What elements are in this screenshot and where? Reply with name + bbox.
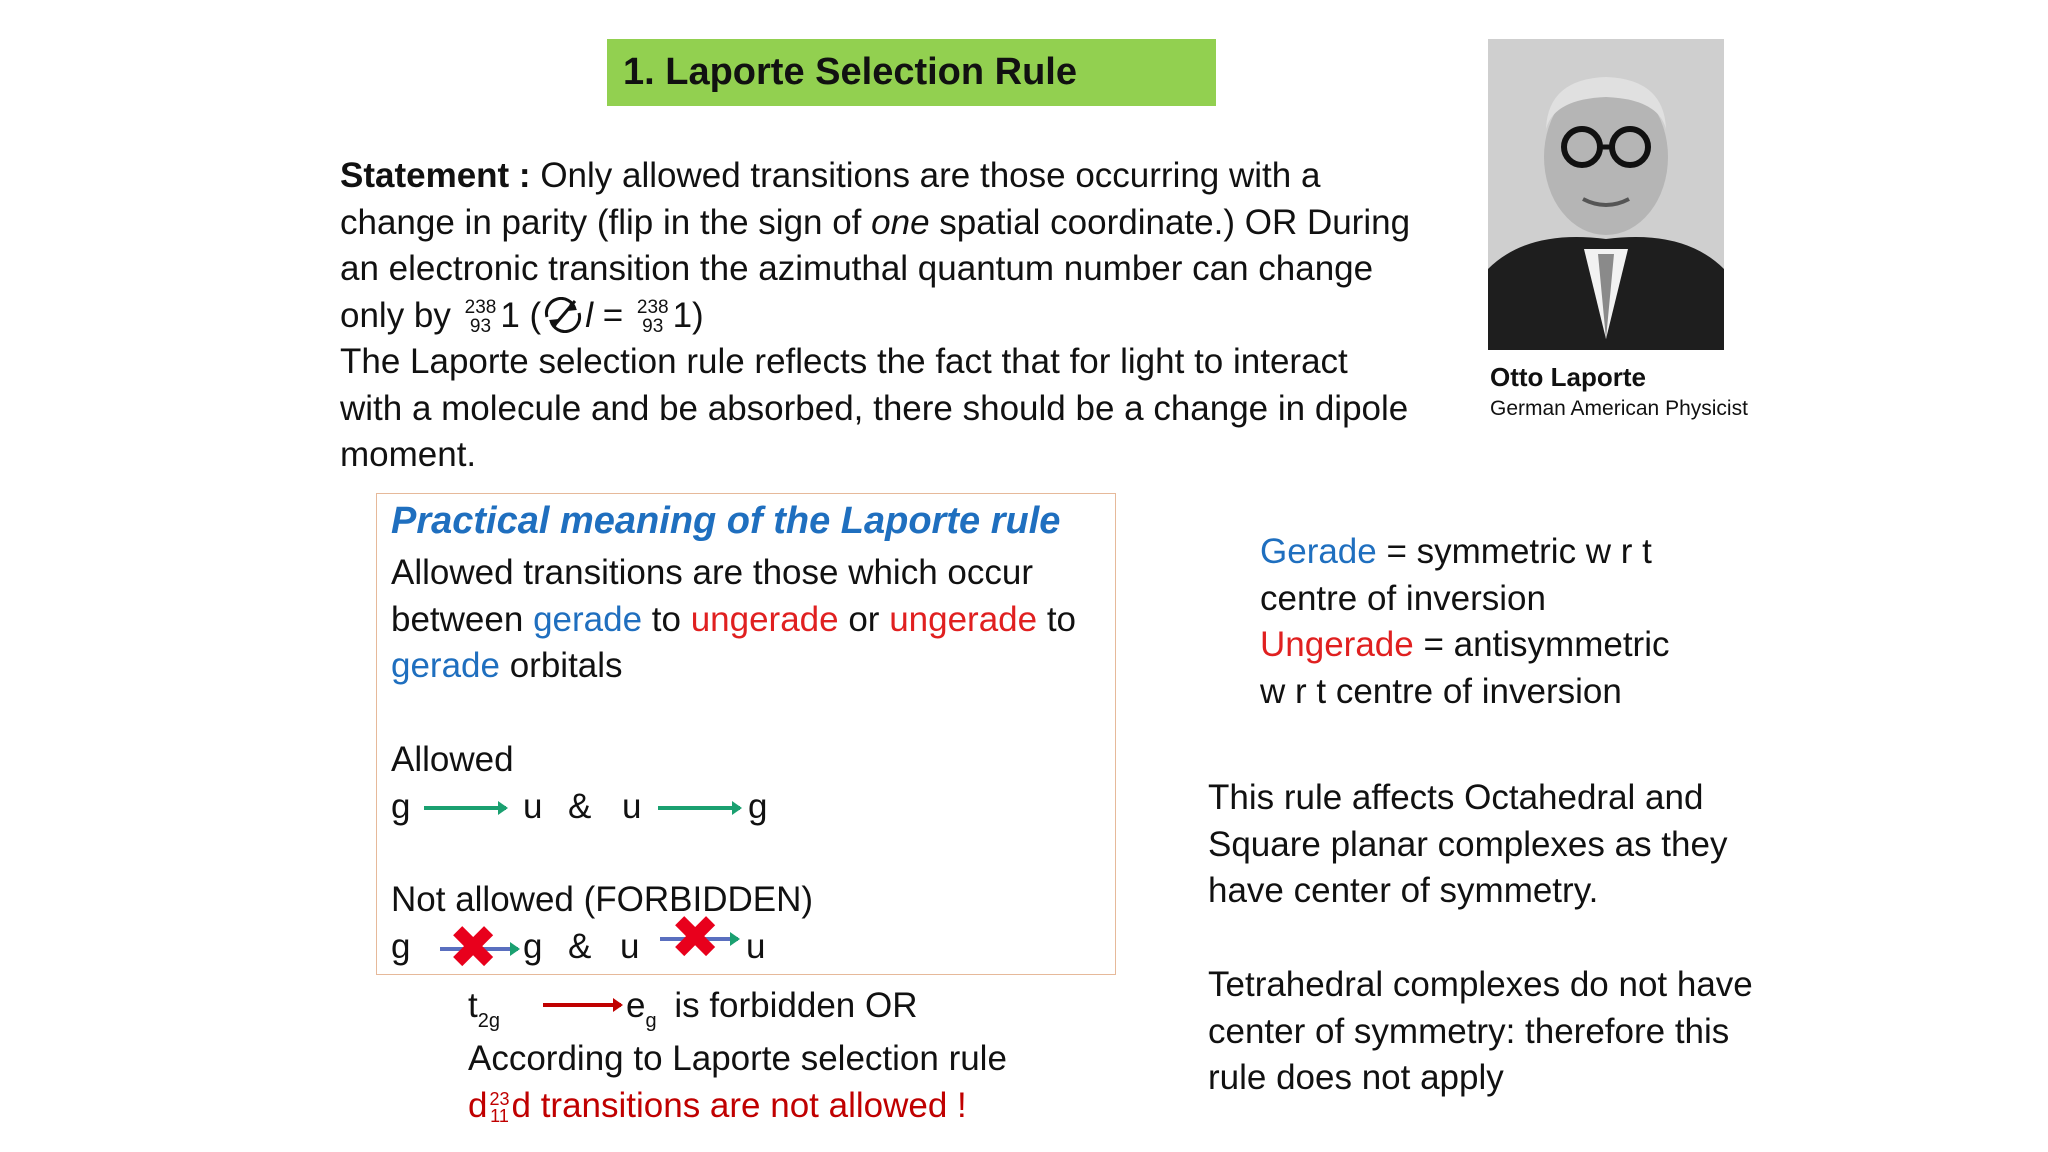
statement-line-1 bbox=[340, 153, 1440, 200]
slide-title bbox=[607, 39, 1216, 106]
allowed-label: Allowed bbox=[391, 740, 514, 779]
not-allowed-label: Not allowed (FORBIDDEN) bbox=[391, 880, 814, 919]
stack-bottom-2: 93 bbox=[642, 316, 664, 338]
ungerade-term: Ungerade bbox=[1260, 625, 1414, 664]
octahedral-note bbox=[1208, 775, 1768, 915]
e-subscript: g bbox=[645, 1010, 657, 1032]
cross-icon-1: ✖ bbox=[448, 914, 499, 981]
gerade-word-1: gerade bbox=[533, 599, 643, 639]
otto-laporte-photo bbox=[1488, 39, 1724, 350]
gerade-def-line-4: w r t centre of inversion bbox=[1260, 671, 1622, 711]
gerade-def-line-3 bbox=[1260, 622, 1820, 669]
allowed-g2: g bbox=[748, 787, 768, 826]
na-g2: g bbox=[523, 927, 543, 966]
practical-l2-c: or bbox=[838, 599, 890, 639]
statement-label: Statement : bbox=[340, 156, 531, 195]
statement-line-6: with a molecule and be absorbed, there should be a change in dipole bbox=[340, 388, 1409, 428]
statement-line-5: The Laporte selection rule reflects the fact that for light to interact bbox=[340, 342, 1348, 381]
gerade-word-2: gerade bbox=[391, 646, 500, 685]
na-amp: & bbox=[568, 927, 592, 966]
practical-title: Practical meaning of the Laporte rule bbox=[391, 500, 1061, 542]
na-g: g bbox=[391, 927, 411, 966]
nuclide-symbol-3 bbox=[489, 1088, 510, 1126]
tetrahedral-note bbox=[1208, 962, 1788, 1102]
practical-line-2 bbox=[391, 597, 1111, 644]
statement-line-4 bbox=[340, 293, 1440, 340]
t-subscript: 2g bbox=[477, 1010, 500, 1032]
ungerade-word-2: ungerade bbox=[889, 599, 1038, 639]
practical-l3-b: orbitals bbox=[499, 646, 623, 685]
statement-text-4c: = bbox=[592, 295, 624, 335]
statement-text-4d: 1) bbox=[672, 295, 704, 335]
azimuthal-l: l bbox=[585, 295, 593, 335]
statement-line-3: an electronic transition the azimuthal quantum number can change bbox=[340, 249, 1374, 288]
gerade-definitions bbox=[1260, 529, 1820, 715]
stack-top-2: 238 bbox=[636, 297, 669, 319]
allowed-u: u bbox=[523, 787, 543, 826]
stack-top-3: 23 bbox=[489, 1088, 510, 1109]
photo-caption-role: German American Physicist bbox=[1490, 397, 1748, 420]
gerade-definition: = symmetric w r t bbox=[1376, 532, 1652, 571]
statement-text-2a: change in parity (flip in the sign of bbox=[340, 202, 872, 242]
photo-caption-name: Otto Laporte bbox=[1490, 362, 1646, 392]
statement-text-4b: 1 ( bbox=[500, 295, 542, 335]
cycle-arrows-icon bbox=[541, 297, 585, 333]
according-line: According to Laporte selection rule bbox=[468, 1039, 1007, 1078]
statement-one-italic: one bbox=[871, 202, 930, 242]
practical-line-3 bbox=[391, 643, 1111, 690]
statement-line-7: moment. bbox=[340, 435, 477, 474]
ungerade-word-1: ungerade bbox=[690, 599, 839, 639]
stack-top-1: 238 bbox=[464, 297, 497, 319]
tetrahedral-line-3: rule does not apply bbox=[1208, 1058, 1504, 1097]
t2g-eg-arrow bbox=[543, 1003, 621, 1007]
forbidden-text: is forbidden OR bbox=[674, 986, 918, 1025]
allowed-amp: & bbox=[568, 787, 592, 826]
statement-paragraph bbox=[340, 153, 1440, 479]
t-letter: t bbox=[468, 986, 478, 1025]
gerade-term: Gerade bbox=[1260, 532, 1377, 571]
allowed-g: g bbox=[391, 787, 411, 826]
dd-text: d transitions are not allowed ! bbox=[511, 1086, 967, 1125]
allowed-arrow-1 bbox=[424, 806, 506, 810]
cross-icon-2: ✖ bbox=[670, 904, 721, 971]
practical-line-1: Allowed transitions are those which occur bbox=[391, 553, 1033, 592]
stack-bottom-3: 11 bbox=[490, 1105, 509, 1126]
nuclide-symbol-1 bbox=[465, 298, 497, 336]
statement-text-1: Only allowed transitions are those occurring with a bbox=[540, 156, 1321, 195]
e-letter: e bbox=[626, 986, 646, 1025]
octahedral-line-3: have center of symmetry. bbox=[1208, 871, 1599, 910]
statement-text-4a: only by bbox=[340, 295, 451, 335]
statement-line-2 bbox=[340, 200, 1440, 247]
na-u2: u bbox=[746, 927, 766, 966]
tetrahedral-line-1: Tetrahedral complexes do not have bbox=[1208, 965, 1753, 1004]
tetrahedral-line-2: center of symmetry: therefore this bbox=[1208, 1011, 1730, 1051]
practical-l2-d: to bbox=[1037, 599, 1077, 639]
statement-text-2b: spatial coordinate.) OR During bbox=[929, 202, 1411, 242]
dd-transition-line bbox=[468, 1083, 967, 1130]
practical-text bbox=[391, 550, 1111, 690]
allowed-arrow-2 bbox=[658, 806, 740, 810]
octahedral-line-2: Square planar complexes as they bbox=[1208, 824, 1728, 864]
na-u: u bbox=[620, 927, 640, 966]
d-letter-1: d bbox=[468, 1086, 488, 1125]
ungerade-definition: = antisymmetric bbox=[1413, 625, 1670, 664]
slide-title-text: 1. Laporte Selection Rule bbox=[623, 51, 1077, 93]
octahedral-line-1: This rule affects Octahedral and bbox=[1208, 778, 1704, 817]
allowed-u2: u bbox=[622, 787, 642, 826]
gerade-def-line-2: centre of inversion bbox=[1260, 578, 1546, 618]
practical-l2-b: to bbox=[642, 599, 691, 639]
stack-bottom-1: 93 bbox=[469, 316, 492, 338]
nuclide-symbol-2 bbox=[637, 298, 669, 336]
practical-l2-a: between bbox=[391, 599, 534, 639]
gerade-def-line-1 bbox=[1260, 529, 1820, 576]
